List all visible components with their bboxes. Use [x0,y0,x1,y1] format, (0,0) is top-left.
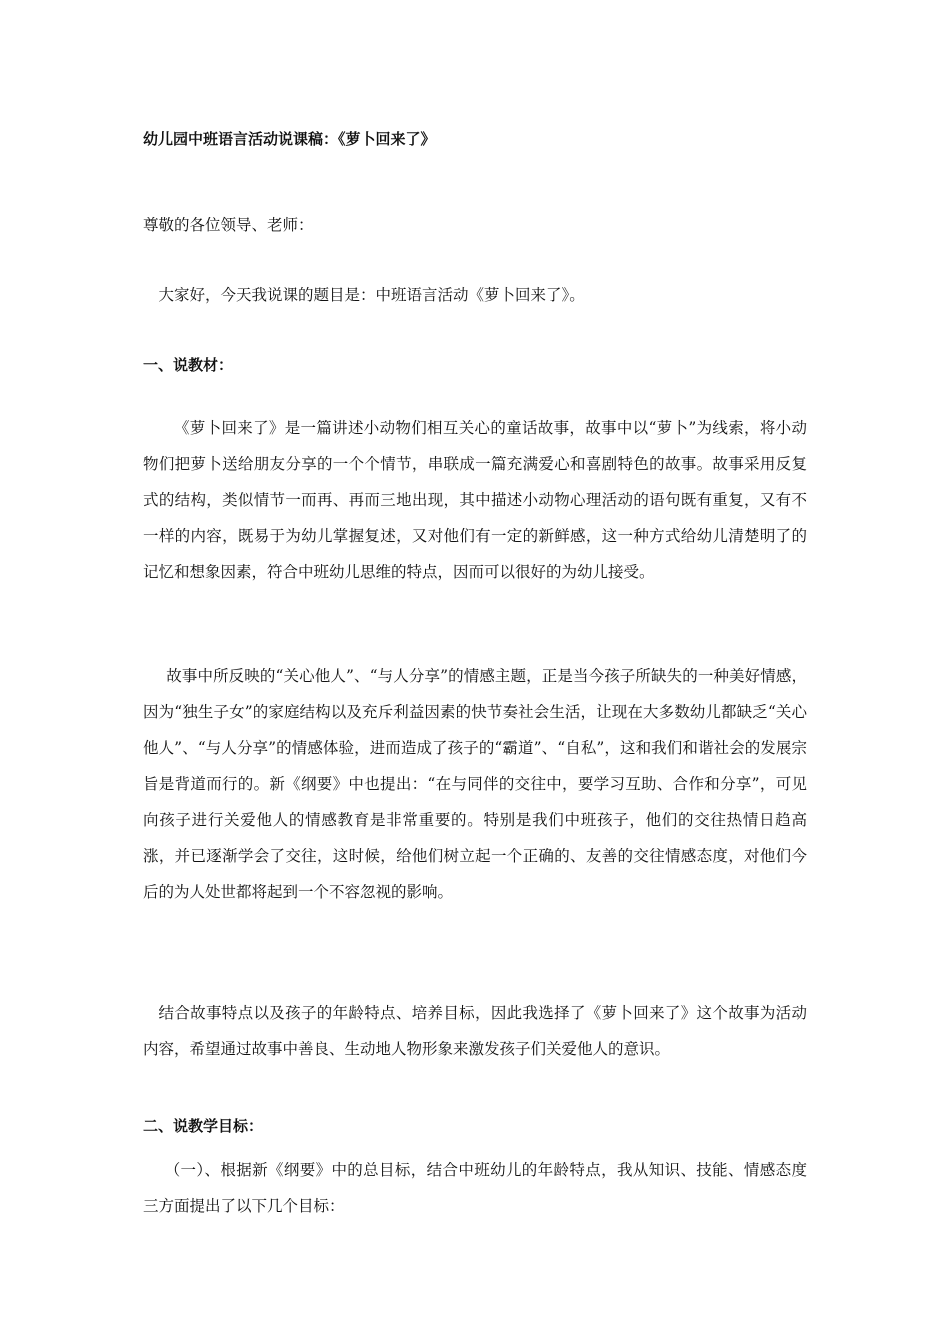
intro-paragraph: 大家好，今天我说课的题目是：中班语言活动《萝卜回来了》。 [158,286,585,304]
paragraph-material-2: 故事中所反映的“关心他人”、“与人分享”的情感主题，正是当今孩子所缺失的一种美好情感，因为“独生子女”的家庭结构以及充斥利益因素的快节奏社会生活，让现在大多数幼儿都缺乏“关心他人”、“与人分享”的情感体验，进而造成了孩子的“霸道”、“自私”，这和我们和谐社会的发展宗旨是背道而行的。新《纲要》中也提出：“在与同伴的交往中，要学习互助、合作和分享”，可见向孩子进行关爱他人的情感教育是非常重要的。特别是我们中班孩子，他们的交往热情日趋高涨，并已逐渐学会了交往，这时候，给他们树立起一个正确的、友善的交往情感态度，对他们今后的为人处世都将起到一个不容忽视的影响。 [143,667,807,901]
paragraph-goals-1: （一）、根据新《纲要》中的总目标，结合中班幼儿的年龄特点，我从知识、技能、情感态度三方面提出了以下几个目标： [143,1161,807,1215]
section-heading-teaching-material: 一、说教材： [143,356,234,374]
paragraph-material-3: 结合故事特点以及孩子的年龄特点、培养目标，因此我选择了《萝卜回来了》这个故事为活动内容，希望通过故事中善良、生动地人物形象来激发孩子们关爱他人的意识。 [143,1004,807,1058]
greeting-line: 尊敬的各位领导、老师： [143,216,314,234]
paragraph-material-1: 《萝卜回来了》是一篇讲述小动物们相互关心的童话故事，故事中以“萝卜”为线索，将小动物们把萝卜送给朋友分享的一个个情节，串联成一篇充满爱心和喜剧特色的故事。故事采用反复式的结构，类似情节一而再、再而三地出现，其中描述小动物心理活动的语句既有重复，又有不一样的内容，既易于为幼儿掌握复述，又对他们有一定的新鲜感，这一种方式给幼儿清楚明了的记忆和想象因素，符合中班幼儿思维的特点，因而可以很好的为幼儿接受。 [143,419,807,581]
document-title: 幼儿园中班语言活动说课稿：《萝卜回来了》 [143,130,436,148]
section-heading-teaching-goals: 二、说教学目标： [143,1117,264,1135]
